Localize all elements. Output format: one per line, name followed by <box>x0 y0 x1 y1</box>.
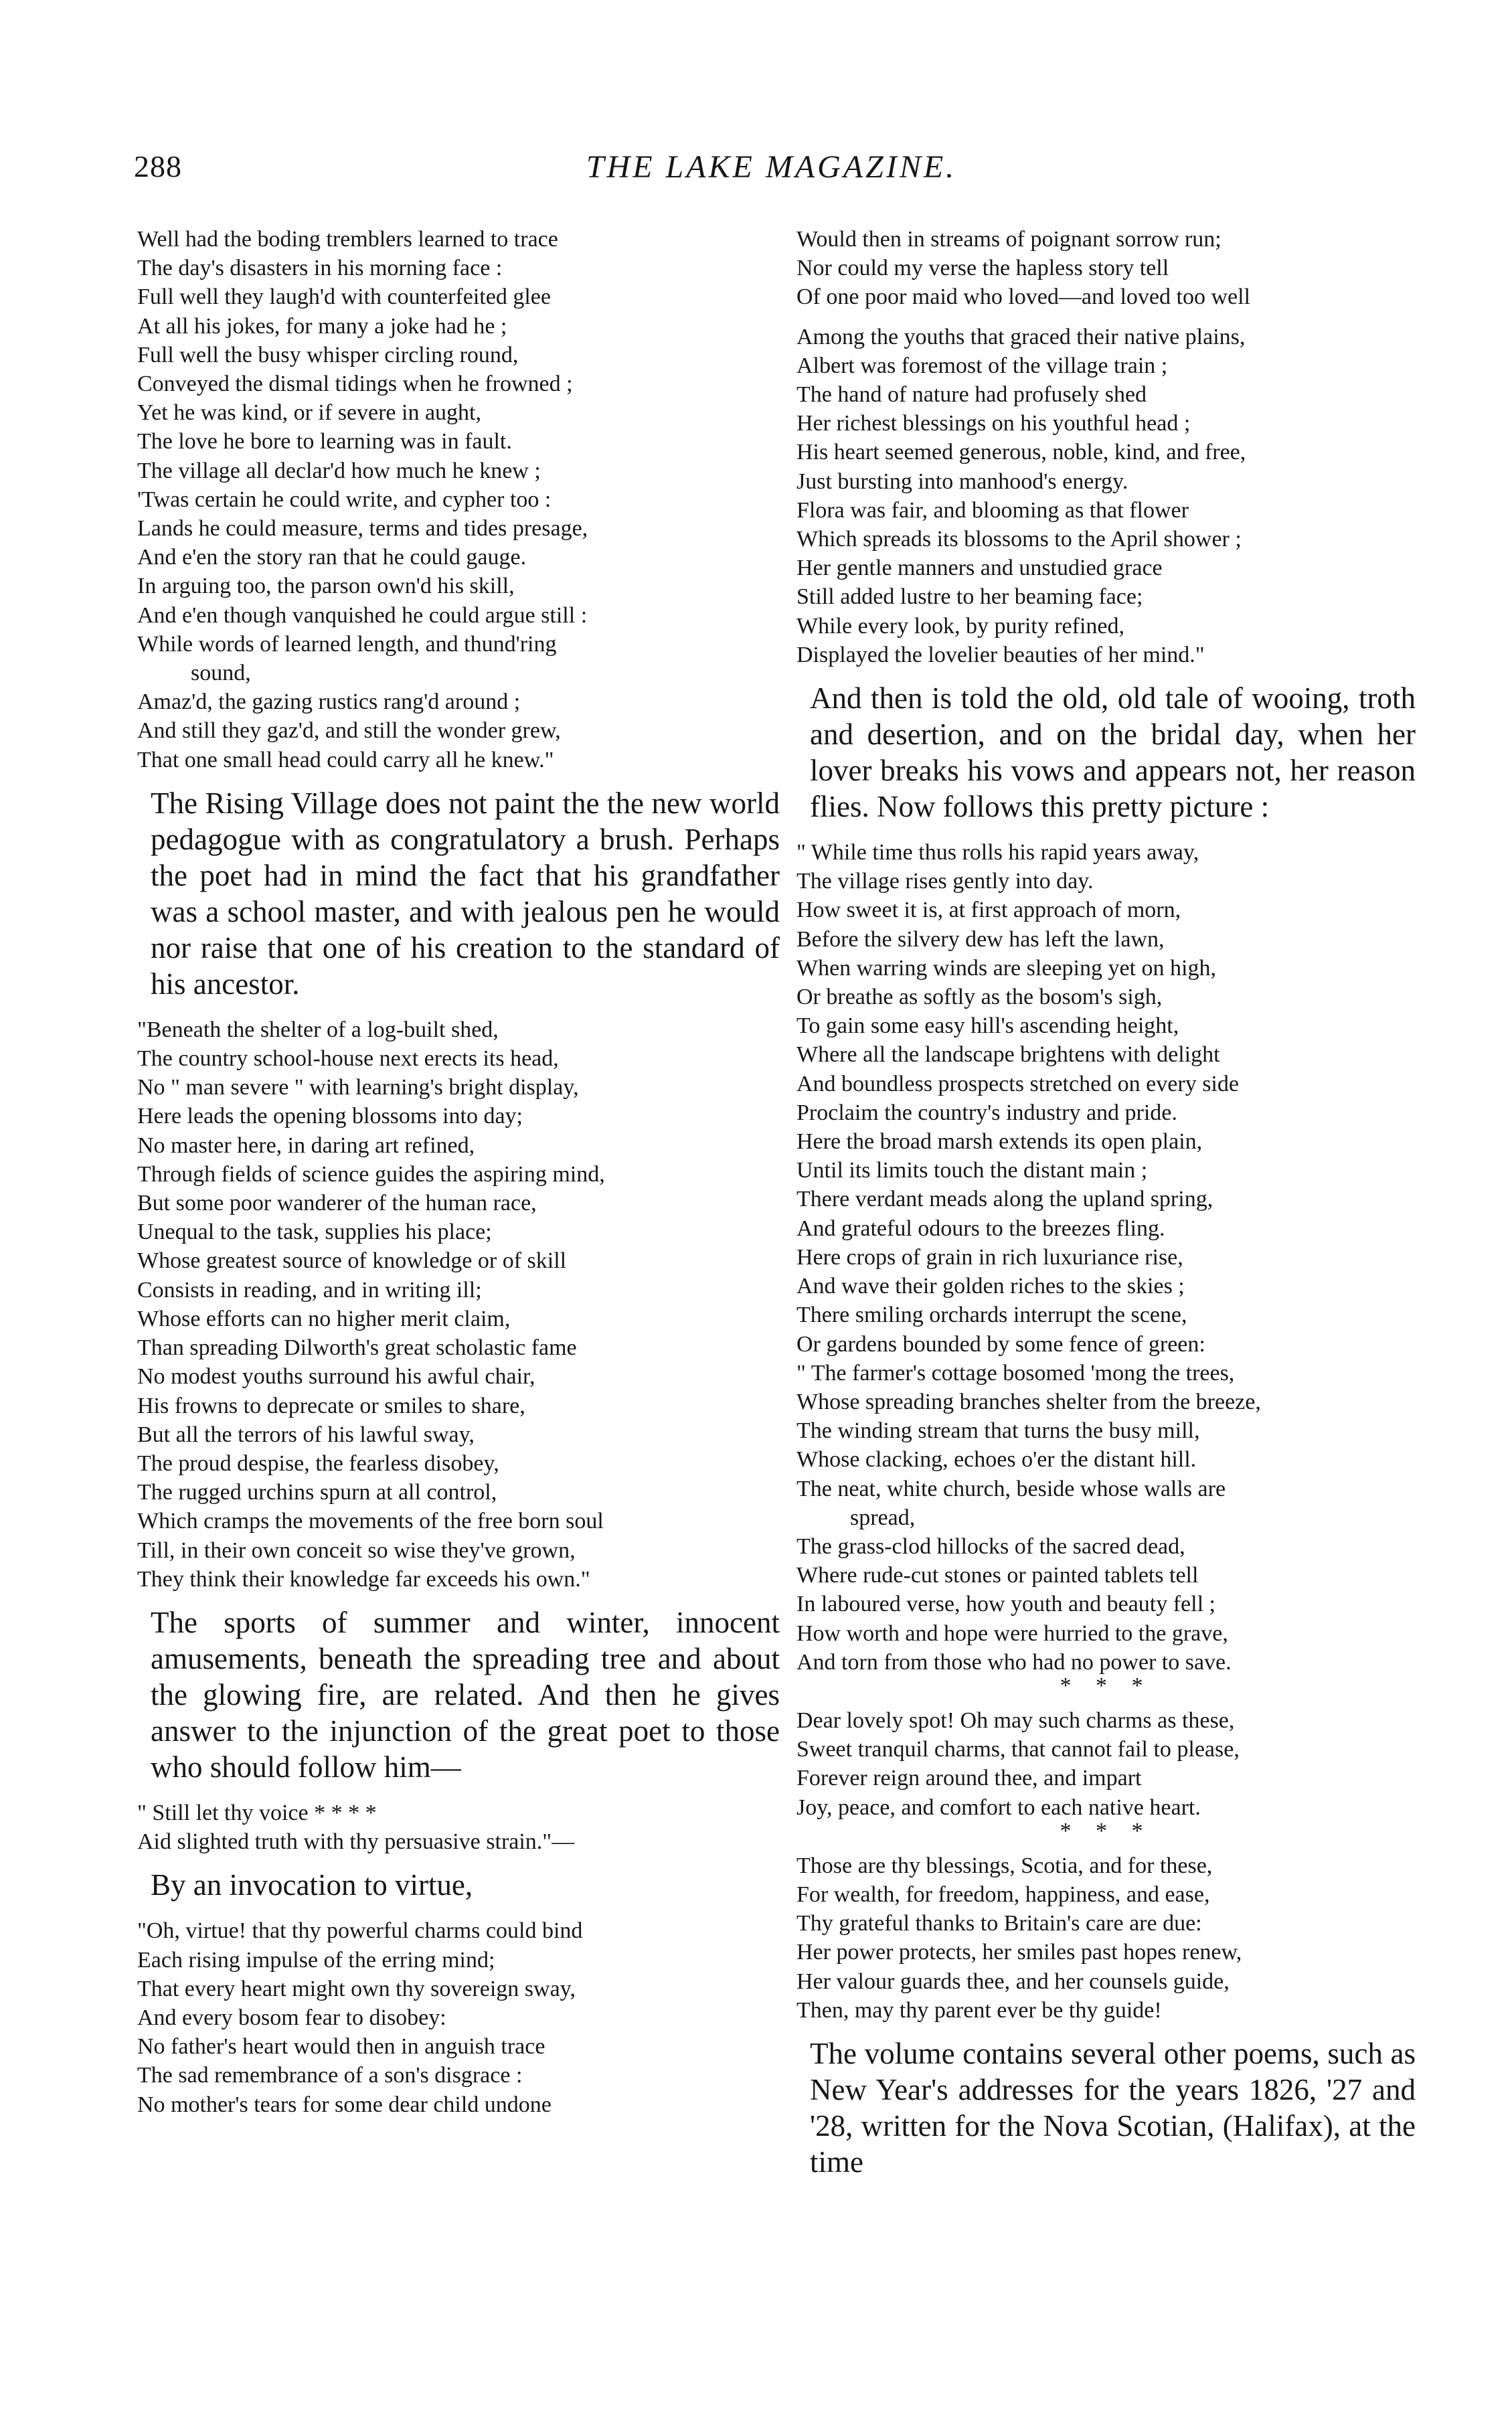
verse-line: And wave their golden riches to the skies ; <box>796 1274 1185 1299</box>
verse-line: Whose spreading branches shelter from the breeze, <box>796 1389 1261 1414</box>
verse-line: His heart seemed generous, noble, kind, and free, <box>796 440 1246 465</box>
verse-line: And e'en the story ran that he could gauge. <box>137 545 527 570</box>
verse-line: Whose efforts can no higher merit claim, <box>137 1306 511 1331</box>
left-column <box>137 225 780 2130</box>
prose-paragraph: The sports of summer and winter, innocent amusements, beneath the spreading tree and about the glowing fire, are related. And then he gives answer to the injunction of the great poet to those who should follow him— <box>151 1605 780 1784</box>
verse-line: When warring winds are sleeping yet on high, <box>796 955 1216 981</box>
verse-line: Unequal to the task, supplies his place; <box>137 1220 492 1245</box>
verse-line: The rugged urchins spurn at all control, <box>137 1480 497 1505</box>
running-head <box>134 149 1409 195</box>
verse-line: " Still let thy voice * * * * <box>137 1800 377 1825</box>
verse-line: And boundless prospects stretched on every side <box>796 1071 1239 1096</box>
verse-line: And e'en though vanquished he could argue still : <box>137 602 588 628</box>
verse-line: At all his jokes, for many a joke had he ; <box>137 313 507 339</box>
verse-line: No father's heart would then in anguish trace <box>137 2034 545 2060</box>
verse-line: The day's disasters in his morning face : <box>137 256 503 281</box>
prose-paragraph: And then is told the old, old tale of wooing, troth and desertion, and on the bridal day, when her lover breaks his vows and appears not, her reason flies. Now follows this pretty picture : <box>810 681 1416 824</box>
verse-school-house <box>137 1015 780 1594</box>
verse-line: "Oh, virtue! that thy powerful charms could bind <box>137 1918 583 1944</box>
verse-line: Albert was foremost of the village train ; <box>796 353 1168 378</box>
verse-line: And torn from those who had no power to save. <box>796 1649 1232 1675</box>
verse-line: And still they gaz'd, and still the wonder grew, <box>137 718 561 744</box>
verse-line: The hand of nature had profusely shed <box>796 382 1147 408</box>
verse-line: The sad remembrance of a son's disgrace : <box>137 2063 523 2088</box>
verse-line: Till, in their own conceit so wise they've grown, <box>137 1537 576 1563</box>
verse-line: Than spreading Dilworth's great scholastic fame <box>137 1335 577 1361</box>
verse-line: Aid slighted truth with thy persuasive strain."— <box>137 1829 575 1855</box>
verse-line: The village rises gently into day. <box>796 869 1094 894</box>
verse-line: The country school-house next erects its head, <box>137 1046 559 1072</box>
verse-line: Her power protects, her smiles past hopes renew, <box>796 1940 1242 1965</box>
verse-line: But some poor wanderer of the human race, <box>137 1191 537 1216</box>
verse-line: Those are thy blessings, Scotia, and for these, <box>796 1853 1213 1878</box>
verse-village <box>796 838 1416 1698</box>
verse-line: That one small head could carry all he knew." <box>137 747 554 772</box>
verse-line: spread, <box>850 1505 916 1530</box>
verse-line: Each rising impulse of the erring mind; <box>137 1947 495 1973</box>
verse-line: Thy grateful thanks to Britain's care are due: <box>796 1911 1202 1936</box>
verse-line: Yet he was kind, or if severe in aught, <box>137 400 482 426</box>
verse-line: There smiling orchards interrupt the scene, <box>796 1303 1187 1328</box>
verse-line: Before the silvery dew has left the lawn, <box>796 926 1165 952</box>
verse-line: The neat, white church, beside whose walls are <box>796 1476 1226 1501</box>
verse-line: Sweet tranquil charms, that cannot fail to please, <box>796 1737 1240 1762</box>
verse-line: But all the terrors of his lawful sway, <box>137 1422 475 1447</box>
verse-line: Or breathe as softly as the bosom's sigh, <box>796 985 1163 1010</box>
verse-line: No mother's tears for some dear child undone <box>137 2092 552 2117</box>
verse-line: Of one poor maid who loved—and loved too well <box>796 284 1250 310</box>
verse-line: How worth and hope were hurried to the grave, <box>796 1620 1228 1646</box>
verse-line: No modest youths surround his awful chair, <box>137 1364 535 1390</box>
verse-albert-flora <box>796 323 1416 669</box>
verse-line: Dear lovely spot! Oh may such charms as these, <box>796 1708 1235 1733</box>
verse-line: The proud despise, the fearless disobey, <box>137 1450 499 1476</box>
verse-line: Her gentle manners and unstudied grace <box>796 556 1163 581</box>
verse-line: While every look, by purity refined, <box>796 613 1125 639</box>
prose-paragraph: The Rising Village does not paint the the new world pedagogue with as congratulatory a brush. Perhaps the poet had in mind the fact that his grandfather was a school master, and with jealous pen he would nor raise that one of his creation to the standard of his ancestor. <box>151 786 780 1001</box>
verse-line: Until its limits touch the distant main ; <box>796 1158 1148 1183</box>
page-number: 288 <box>134 149 182 183</box>
verse-line: Here leads the opening blossoms into day; <box>137 1104 523 1129</box>
verse-line: Well had the boding tremblers learned to trace <box>137 227 558 252</box>
verse-line: Joy, peace, and comfort to each native heart. <box>796 1795 1201 1820</box>
magazine-title: THE LAKE MAGAZINE. <box>586 149 957 185</box>
verse-line: Her valour guards thee, and her counsels guide, <box>796 1969 1230 1994</box>
verse-line: Whose clacking, echoes o'er the distant hill. <box>796 1447 1197 1473</box>
verse-line: Which spreads its blossoms to the April shower ; <box>796 527 1242 552</box>
verse-line: 'Twas certain he could write, and cypher too : <box>137 487 552 512</box>
verse-line: Which cramps the movements of the free born soul <box>137 1509 604 1534</box>
verse-quote <box>137 1799 780 1856</box>
verse-line: Then, may thy parent ever be thy guide! <box>796 1997 1162 2023</box>
verse-line: Among the youths that graced their native plains, <box>796 324 1246 349</box>
verse-line: sound, <box>191 661 251 686</box>
right-column <box>796 225 1416 2193</box>
verse-line: Still added lustre to her beaming face; <box>796 584 1143 610</box>
verse-line: The love he bore to learning was in fault. <box>137 429 512 454</box>
verse-line: Just bursting into manhood's energy. <box>796 469 1128 494</box>
verse-line: "Beneath the shelter of a log-built shed, <box>137 1017 499 1042</box>
verse-lovely-spot <box>796 1706 1416 1841</box>
section-stars: * * * <box>1060 1818 1153 1843</box>
verse-scotia <box>796 1851 1416 2025</box>
verse-line: And every bosom fear to disobey: <box>137 2005 446 2030</box>
verse-line: Proclaim the country's industry and pride. <box>796 1100 1177 1125</box>
prose-paragraph: The volume contains several other poems, such as New Year's addresses for the years 1826, '27 and '28, written for the Nova Scotian, (Halifax), at the time <box>810 2036 1416 2179</box>
verse-line: Through fields of science guides the aspiring mind, <box>137 1161 605 1187</box>
verse-line: Conveyed the dismal tidings when he frowned ; <box>137 371 573 397</box>
verse-line: To gain some easy hill's ascending height, <box>796 1013 1179 1039</box>
verse-sorrow <box>796 225 1416 312</box>
verse-line: The winding stream that turns the busy mill, <box>796 1418 1200 1444</box>
prose-paragraph: By an invocation to virtue, <box>151 1868 473 1902</box>
verse-line: His frowns to deprecate or smiles to share, <box>137 1393 525 1418</box>
verse-line: " The farmer's cottage bosomed 'mong the trees, <box>796 1360 1235 1386</box>
verse-line: " While time thus rolls his rapid years away, <box>796 840 1199 865</box>
verse-line: The grass-clod hillocks of the sacred dead, <box>796 1533 1185 1559</box>
verse-line: While words of learned length, and thund'ring <box>137 631 557 657</box>
verse-line: How sweet it is, at first approach of morn, <box>796 898 1181 923</box>
verse-schoolmaster <box>137 225 780 774</box>
verse-line: That every heart might own thy sovereign sway, <box>137 1976 576 2001</box>
verse-line: In laboured verse, how youth and beauty fell ; <box>796 1592 1215 1617</box>
verse-line: Lands he could measure, terms and tides presage, <box>137 516 588 542</box>
verse-line: Full well they laugh'd with counterfeited glee <box>137 284 551 310</box>
verse-line: Flora was fair, and blooming as that flower <box>796 497 1189 523</box>
verse-line: For wealth, for freedom, happiness, and ease, <box>796 1882 1210 1907</box>
verse-line: Whose greatest source of knowledge or of skill <box>137 1248 567 1274</box>
verse-line: They think their knowledge far exceeds his own." <box>137 1566 590 1592</box>
verse-line: Forever reign around thee, and impart <box>796 1766 1142 1791</box>
verse-line: Nor could my verse the hapless story tell <box>796 256 1169 281</box>
verse-line: Or gardens bounded by some fence of green: <box>796 1331 1205 1357</box>
verse-line: Here crops of grain in rich luxuriance rise, <box>796 1244 1183 1270</box>
verse-virtue <box>137 1916 780 2118</box>
verse-line: Where all the landscape brightens with delight <box>796 1042 1220 1068</box>
verse-line: Amaz'd, the gazing rustics rang'd around ; <box>137 689 521 715</box>
verse-line: Would then in streams of poignant sorrow run; <box>796 227 1222 252</box>
section-stars: * * * <box>1060 1673 1153 1698</box>
verse-line: Full well the busy whisper circling round, <box>137 342 519 367</box>
verse-line: There verdant meads along the upland spring, <box>796 1187 1213 1212</box>
verse-line: In arguing too, the parson own'd his skill, <box>137 574 515 599</box>
verse-line: Here the broad marsh extends its open plain, <box>796 1129 1203 1155</box>
verse-line: No master here, in daring art refined, <box>137 1133 475 1158</box>
verse-line: Consists in reading, and in writing ill; <box>137 1277 482 1303</box>
verse-line: No " man severe " with learning's bright display, <box>137 1075 579 1100</box>
verse-line: The village all declar'd how much he knew ; <box>137 458 541 483</box>
verse-line: And grateful odours to the breezes fling. <box>796 1216 1165 1241</box>
verse-line: Displayed the lovelier beauties of her mind." <box>796 642 1205 667</box>
verse-line: Her richest blessings on his youthful head ; <box>796 411 1191 436</box>
verse-line: Where rude-cut stones or painted tablets tell <box>796 1563 1199 1588</box>
